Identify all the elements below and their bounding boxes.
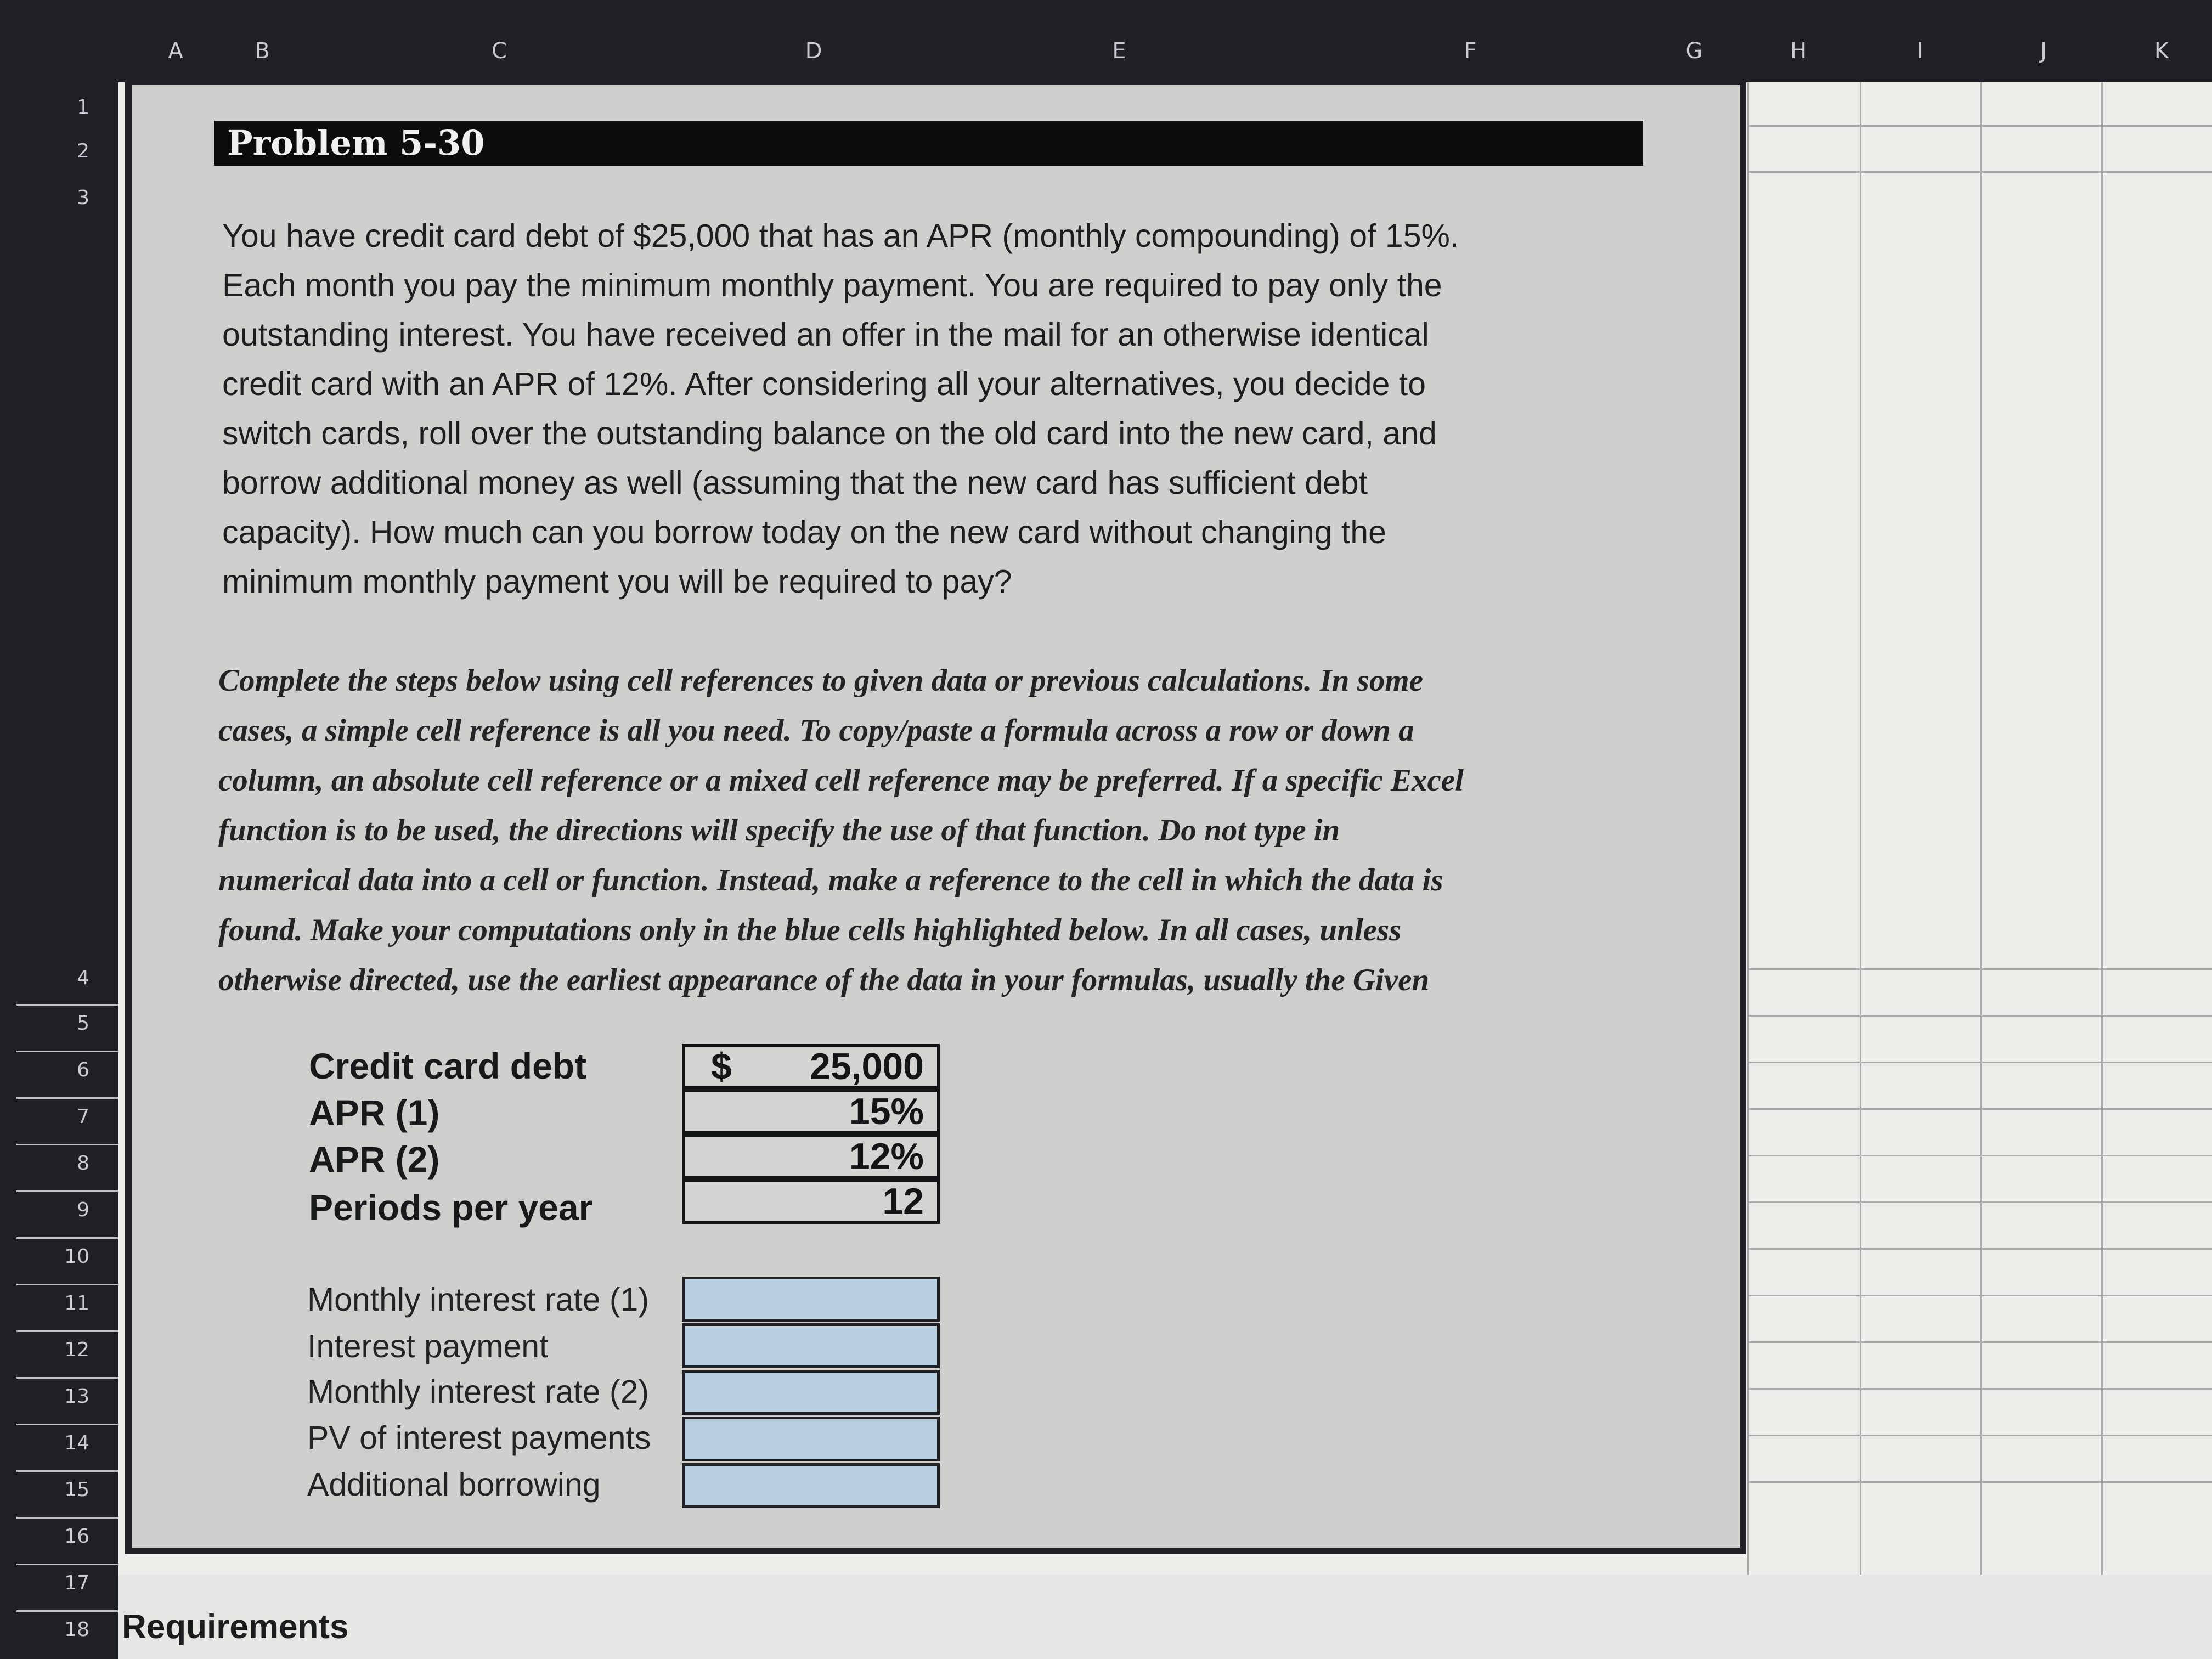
monthly-interest-rate-1-input[interactable] xyxy=(682,1277,940,1322)
row-divider xyxy=(16,1377,118,1379)
interest-payment-input[interactable] xyxy=(682,1323,940,1368)
row-header-6[interactable]: 6 xyxy=(77,1059,89,1081)
credit-card-debt-label: Credit card debt xyxy=(309,1046,587,1086)
row-divider xyxy=(16,1144,118,1146)
row-header-1[interactable]: 1 xyxy=(77,96,89,119)
row-header-11[interactable]: 11 xyxy=(64,1292,89,1314)
problem-line: outstanding interest. You have received an offer in the mail for an otherwise identical xyxy=(222,317,1429,353)
grid-line xyxy=(1747,1295,2212,1296)
row-divider xyxy=(16,1284,118,1285)
row-header-2[interactable]: 2 xyxy=(77,140,89,162)
row-header-15[interactable]: 15 xyxy=(64,1479,89,1501)
row-divider xyxy=(16,1330,118,1332)
grid-line xyxy=(1747,125,2212,127)
currency-symbol: $ xyxy=(711,1046,732,1087)
row-header-8[interactable]: 8 xyxy=(77,1152,89,1175)
row-header-14[interactable]: 14 xyxy=(64,1432,89,1454)
grid-line xyxy=(1747,1201,2212,1203)
grid-line xyxy=(1747,968,2212,970)
row-header-3[interactable]: 3 xyxy=(77,187,89,209)
sheet-lower-area xyxy=(118,1575,2212,1659)
grid-line xyxy=(1860,82,1861,1659)
column-header-g[interactable]: G xyxy=(1685,38,1703,64)
row-divider xyxy=(16,1004,118,1006)
row-header-18[interactable]: 18 xyxy=(64,1618,89,1641)
grid-line xyxy=(1747,1015,2212,1017)
column-header-c[interactable]: C xyxy=(492,38,507,64)
instructions-text xyxy=(218,656,1645,1005)
problem-statement xyxy=(222,211,1643,606)
pv-of-interest-payments-label: PV of interest payments xyxy=(307,1420,651,1456)
grid-line xyxy=(1747,1248,2212,1250)
additional-borrowing-input[interactable] xyxy=(682,1463,940,1508)
column-header-b[interactable]: B xyxy=(255,38,270,64)
pv-of-interest-payments-input[interactable] xyxy=(682,1417,940,1462)
problem-line: switch cards, roll over the outstanding balance on the old card into the new card, and xyxy=(222,415,1437,452)
row-header-bar xyxy=(0,82,118,1659)
grid-line xyxy=(1747,171,2212,173)
column-header-a[interactable]: A xyxy=(168,38,183,64)
instruction-line: cases, a simple cell reference is all you need. To copy/paste a formula across a row or down a xyxy=(218,713,1414,748)
row-divider xyxy=(16,1610,118,1612)
row-header-5[interactable]: 5 xyxy=(77,1012,89,1035)
problem-title: Problem 5-30 xyxy=(214,121,1643,166)
grid-line xyxy=(1747,1341,2212,1343)
grid-line xyxy=(2101,82,2103,1659)
row-divider xyxy=(16,1470,118,1472)
interest-payment-label: Interest payment xyxy=(307,1328,549,1364)
monthly-interest-rate-2-input[interactable] xyxy=(682,1370,940,1415)
instruction-line: found. Make your computations only in the blue cells highlighted below. In all cases, unless xyxy=(218,913,1402,947)
grid-line xyxy=(1747,1435,2212,1436)
row-divider xyxy=(16,1564,118,1565)
row-header-9[interactable]: 9 xyxy=(77,1199,89,1221)
problem-line: minimum monthly payment you will be required to pay? xyxy=(222,563,1012,600)
column-header-f[interactable]: F xyxy=(1464,38,1477,64)
apr-2-cell[interactable] xyxy=(682,1134,940,1179)
instruction-line: column, an absolute cell reference or a mixed cell reference may be preferred. If a specific Excel xyxy=(218,763,1464,798)
apr-1-value: 15% xyxy=(849,1091,924,1132)
grid-line xyxy=(1747,82,1749,1659)
grid-line xyxy=(1747,1062,2212,1063)
monthly-interest-rate-1-label: Monthly interest rate (1) xyxy=(307,1282,650,1318)
periods-per-year-value: 12 xyxy=(882,1181,924,1222)
problem-line: credit card with an APR of 12%. After considering all your alternatives, you decide to xyxy=(222,366,1426,402)
column-header-k[interactable]: K xyxy=(2154,38,2169,64)
column-header-j[interactable]: J xyxy=(2040,38,2047,64)
row-header-10[interactable]: 10 xyxy=(64,1245,89,1268)
apr-2-value: 12% xyxy=(849,1136,924,1177)
column-header-bar xyxy=(0,0,2212,82)
requirements-heading: Requirements xyxy=(122,1608,349,1646)
row-header-13[interactable]: 13 xyxy=(64,1385,89,1408)
apr-1-label: APR (1) xyxy=(309,1092,440,1133)
column-header-i[interactable]: I xyxy=(1917,38,1923,64)
instruction-line: Complete the steps below using cell references to given data or previous calculations. In some xyxy=(218,663,1424,698)
instruction-line: numerical data into a cell or function. Instead, make a reference to the cell in which the data is xyxy=(218,863,1443,898)
row-divider xyxy=(16,1190,118,1192)
grid-line xyxy=(1980,82,1982,1659)
additional-borrowing-label: Additional borrowing xyxy=(307,1466,601,1503)
column-header-d[interactable]: D xyxy=(805,38,822,64)
row-divider xyxy=(16,1051,118,1052)
monthly-interest-rate-2-label: Monthly interest rate (2) xyxy=(307,1374,650,1410)
grid-line xyxy=(1747,1155,2212,1156)
column-header-e[interactable]: E xyxy=(1112,38,1126,64)
grid-line xyxy=(1747,1481,2212,1483)
row-divider xyxy=(16,1097,118,1099)
grid-line xyxy=(1747,1388,2212,1390)
row-divider xyxy=(16,1424,118,1425)
row-header-16[interactable]: 16 xyxy=(64,1525,89,1548)
apr-1-cell[interactable] xyxy=(682,1089,940,1134)
credit-card-debt-cell[interactable] xyxy=(682,1044,940,1089)
apr-2-label: APR (2) xyxy=(309,1139,440,1180)
row-divider xyxy=(16,1237,118,1239)
instruction-line: function is to be used, the directions will specify the use of that function. Do not type in xyxy=(218,813,1340,848)
row-header-4[interactable]: 4 xyxy=(77,967,89,989)
periods-per-year-cell[interactable] xyxy=(682,1179,940,1224)
row-header-12[interactable]: 12 xyxy=(64,1339,89,1361)
problem-line: capacity). How much can you borrow today on the new card without changing the xyxy=(222,514,1386,550)
row-divider xyxy=(16,1517,118,1519)
row-header-7[interactable]: 7 xyxy=(77,1105,89,1128)
column-header-h[interactable]: H xyxy=(1790,38,1807,64)
credit-card-debt-value: 25,000 xyxy=(810,1046,924,1087)
row-header-17[interactable]: 17 xyxy=(64,1572,89,1594)
grid-line xyxy=(1747,1108,2212,1110)
problem-line: You have credit card debt of $25,000 that has an APR (monthly compounding) of 15%. xyxy=(222,218,1459,254)
problem-line: Each month you pay the minimum monthly payment. You are required to pay only the xyxy=(222,267,1442,303)
instruction-line: otherwise directed, use the earliest appearance of the data in your formulas, usually the Given xyxy=(218,963,1430,997)
periods-per-year-label: Periods per year xyxy=(309,1187,593,1228)
problem-line: borrow additional money as well (assuming that the new card has sufficient debt xyxy=(222,465,1368,501)
